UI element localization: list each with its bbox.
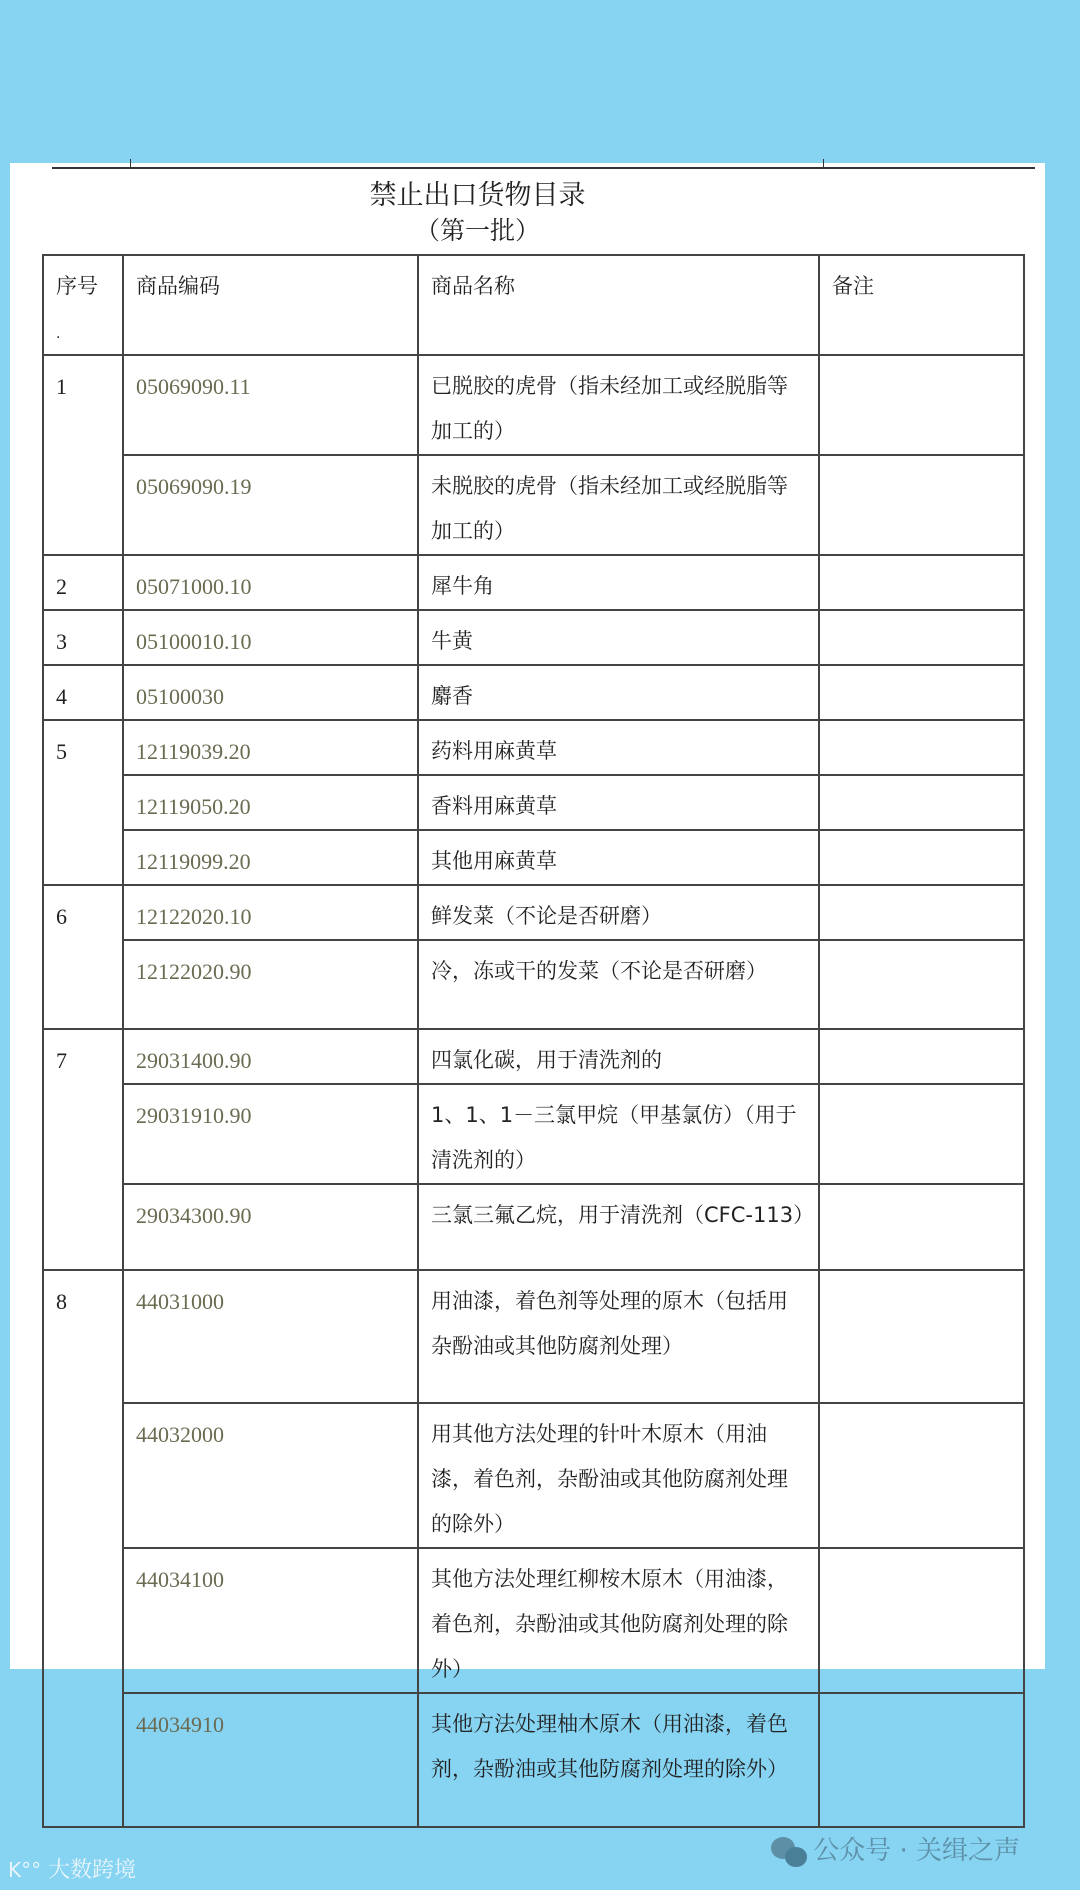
cell-remark [819,355,1024,455]
table-row [43,1548,1024,1693]
cell-remark [819,1270,1024,1403]
brand-text: 大数跨境 [48,1858,137,1883]
cell-code: 05100030 [123,665,418,720]
table-row [43,455,1024,555]
wechat-icon [771,1837,807,1867]
watermark-text: 公众号 · 关缉之声 [813,1836,1020,1866]
table-header-row [43,255,1024,355]
cell-remark [819,455,1024,555]
cell-code: 12122020.90 [123,940,418,1029]
cell-seq: 1 [43,355,123,555]
cell-code: 05069090.19 [123,455,418,555]
table-row [43,1693,1024,1827]
document-title: 禁止出口货物目录 [369,180,586,211]
cell-seq: 8 [43,1270,123,1827]
cell-remark [819,1029,1024,1084]
cell-remark [819,665,1024,720]
cell-code: 05069090.11 [123,355,418,455]
cell-name: 香料用麻黄草 [418,775,819,830]
cell-remark [819,1084,1024,1184]
table-row [43,1184,1024,1270]
cell-code: 29031910.90 [123,1084,418,1184]
cell-remark [819,1403,1024,1548]
table-row [43,1270,1024,1403]
cell-name: 药料用麻黄草 [418,720,819,775]
cell-name: 其他用麻黄草 [418,830,819,885]
cell-name: 已脱胶的虎骨（指未经加工或经脱脂等加工的） [418,355,819,455]
cell-remark [819,555,1024,610]
header-name: 商品名称 [418,255,819,355]
table-row [43,720,1024,775]
cell-seq: 4 [43,665,123,720]
cell-name: 其他方法处理红柳桉木原木（用油漆，着色剂，杂酚油或其他防腐剂处理的除外） [418,1548,819,1693]
table-row [43,830,1024,885]
table-row [43,775,1024,830]
previous-table-border [52,163,1035,169]
brand-watermark [8,1853,136,1884]
cell-code: 44031000 [123,1270,418,1403]
cell-code: 44032000 [123,1403,418,1548]
cell-remark [819,610,1024,665]
table-row [43,1084,1024,1184]
cell-name: 用其他方法处理的针叶木原木（用油漆，着色剂，杂酚油或其他防腐剂处理的除外） [418,1403,819,1548]
cell-code: 12122020.10 [123,885,418,940]
table-row [43,555,1024,610]
header-seq: 序号 . [43,255,123,355]
cell-name: 鲜发菜（不论是否研磨） [418,885,819,940]
cell-code: 12119039.20 [123,720,418,775]
cell-code: 44034910 [123,1693,418,1827]
cell-name: 犀牛角 [418,555,819,610]
cell-name: 未脱胶的虎骨（指未经加工或经脱脂等加工的） [418,455,819,555]
cell-seq: 3 [43,610,123,665]
cell-seq: 7 [43,1029,123,1270]
cell-code: 44034100 [123,1548,418,1693]
cell-remark [819,885,1024,940]
cell-name: 三氯三氟乙烷，用于清洗剂（CFC-113） [418,1184,819,1270]
table-row [43,355,1024,455]
cell-remark [819,1548,1024,1693]
wechat-watermark [771,1830,1020,1867]
cell-code: 29034300.90 [123,1184,418,1270]
cell-code: 05071000.10 [123,555,418,610]
table-row [43,1403,1024,1548]
cell-remark [819,720,1024,775]
document-page [10,163,1045,1781]
header-code: 商品编码 [123,255,418,355]
prohibited-goods-table [42,254,1025,1828]
cell-code: 05100010.10 [123,610,418,665]
cell-code: 29031400.90 [123,1029,418,1084]
cell-remark [819,775,1024,830]
table-row [43,885,1024,940]
cell-name: 1、1、1－三氯甲烷（甲基氯仿）（用于清洗剂的） [418,1084,819,1184]
header-remark: 备注 [819,255,1024,355]
cell-remark [819,1184,1024,1270]
cell-name: 麝香 [418,665,819,720]
cell-code: 12119050.20 [123,775,418,830]
cell-code: 12119099.20 [123,830,418,885]
cell-name: 四氯化碳，用于清洗剂的 [418,1029,819,1084]
cell-remark [819,1693,1024,1827]
cell-seq: 6 [43,885,123,1029]
cell-name: 牛黄 [418,610,819,665]
table-row [43,665,1024,720]
table-row [43,610,1024,665]
cell-remark [819,940,1024,1029]
cell-name: 冷，冻或干的发菜（不论是否研磨） [418,940,819,1029]
cell-seq: 2 [43,555,123,610]
table-row [43,940,1024,1029]
cell-remark [819,830,1024,885]
cell-name: 用油漆，着色剂等处理的原木（包括用杂酚油或其他防腐剂处理） [418,1270,819,1403]
cell-name: 其他方法处理柚木原木（用油漆，着色剂，杂酚油或其他防腐剂处理的除外） [418,1693,819,1827]
brand-logo-icon: K°° [8,1858,42,1882]
cell-seq: 5 [43,720,123,885]
table-row [43,1029,1024,1084]
document-subtitle: （第一批） [414,216,540,245]
